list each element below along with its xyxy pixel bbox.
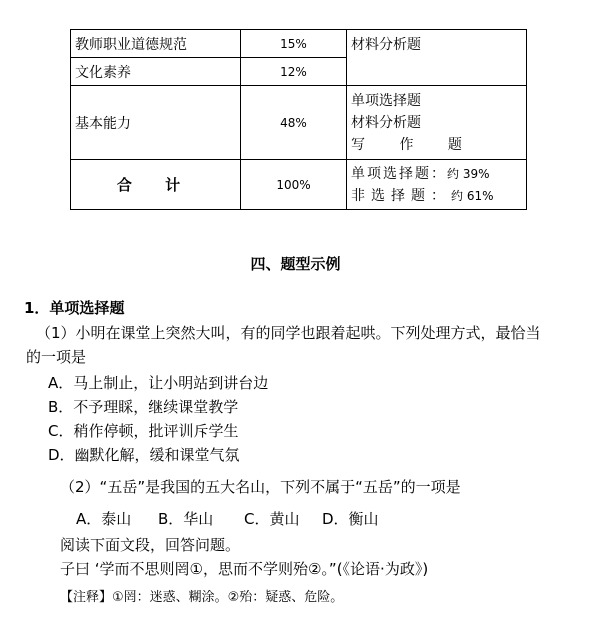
- module-name-cell: 教师职业道德规范: [71, 30, 241, 58]
- answer-option: A．马上制止，让小明站到讲台边: [48, 374, 269, 392]
- ratio-label: 单项选择题：: [351, 165, 447, 182]
- reading-instruction: 阅读下面文段，回答问题。: [60, 536, 241, 554]
- answer-options-row: [76, 508, 379, 529]
- answer-option: C．黄山: [244, 510, 300, 528]
- ratio-value: 约 61%: [451, 188, 494, 203]
- answer-option: B．华山: [158, 510, 214, 528]
- question-stem: （2）“五岳”是我国的五大名山，下列不属于“五岳”的一项是: [60, 478, 461, 496]
- question-types-cell: 材料分析题: [347, 30, 527, 86]
- module-name-cell: 文化素养: [71, 58, 241, 86]
- question-type-item: 单项选择题: [351, 93, 421, 109]
- answer-option: C．稍作停顿，批评训斥学生: [48, 422, 239, 440]
- question-stem: （1）小明在课堂上突然大叫，有的同学也跟着起哄。下列处理方式，最恰当: [36, 324, 541, 342]
- type-ratio-cell: [347, 160, 527, 210]
- type-ratio-line: [351, 185, 522, 207]
- question-type-item: 材料分析题: [351, 115, 421, 131]
- section-heading: 四、题型示例: [250, 255, 341, 273]
- question-stem-continued: 的一项是: [26, 348, 87, 366]
- question-group-heading: 1．单项选择题: [24, 299, 125, 317]
- ratio-value: 约 39%: [447, 166, 490, 181]
- table-row: [71, 86, 527, 160]
- module-percent-cell: 12%: [241, 58, 347, 86]
- answer-option: A．泰山: [76, 510, 132, 528]
- answer-option: D．幽默化解，缓和课堂气氛: [48, 446, 240, 464]
- annotation-note: 【注释】①罔：迷惑、糊涂。②殆：疑惑、危险。: [60, 590, 344, 605]
- total-label-cell: 合 计: [71, 160, 241, 210]
- module-percent-cell: 48%: [241, 86, 347, 160]
- exam-weights-table: [70, 29, 527, 210]
- question-type-item: 写 作 题: [351, 137, 477, 153]
- table-row: [71, 30, 527, 58]
- total-percent-cell: 100%: [241, 160, 347, 210]
- table-row: [71, 160, 527, 210]
- quote-text: 子曰 ‘学而不思则罔①，思而不学则殆②。”(《论语·为政》): [60, 560, 429, 578]
- module-percent-cell: 15%: [241, 30, 347, 58]
- question-types-cell: [347, 86, 527, 160]
- answer-option: D．衡山: [322, 510, 379, 528]
- answer-option: B．不予理睬，继续课堂教学: [48, 398, 239, 416]
- type-ratio-line: [351, 163, 522, 185]
- ratio-label: 非选择题：: [351, 187, 451, 204]
- module-name-cell: 基本能力: [71, 86, 241, 160]
